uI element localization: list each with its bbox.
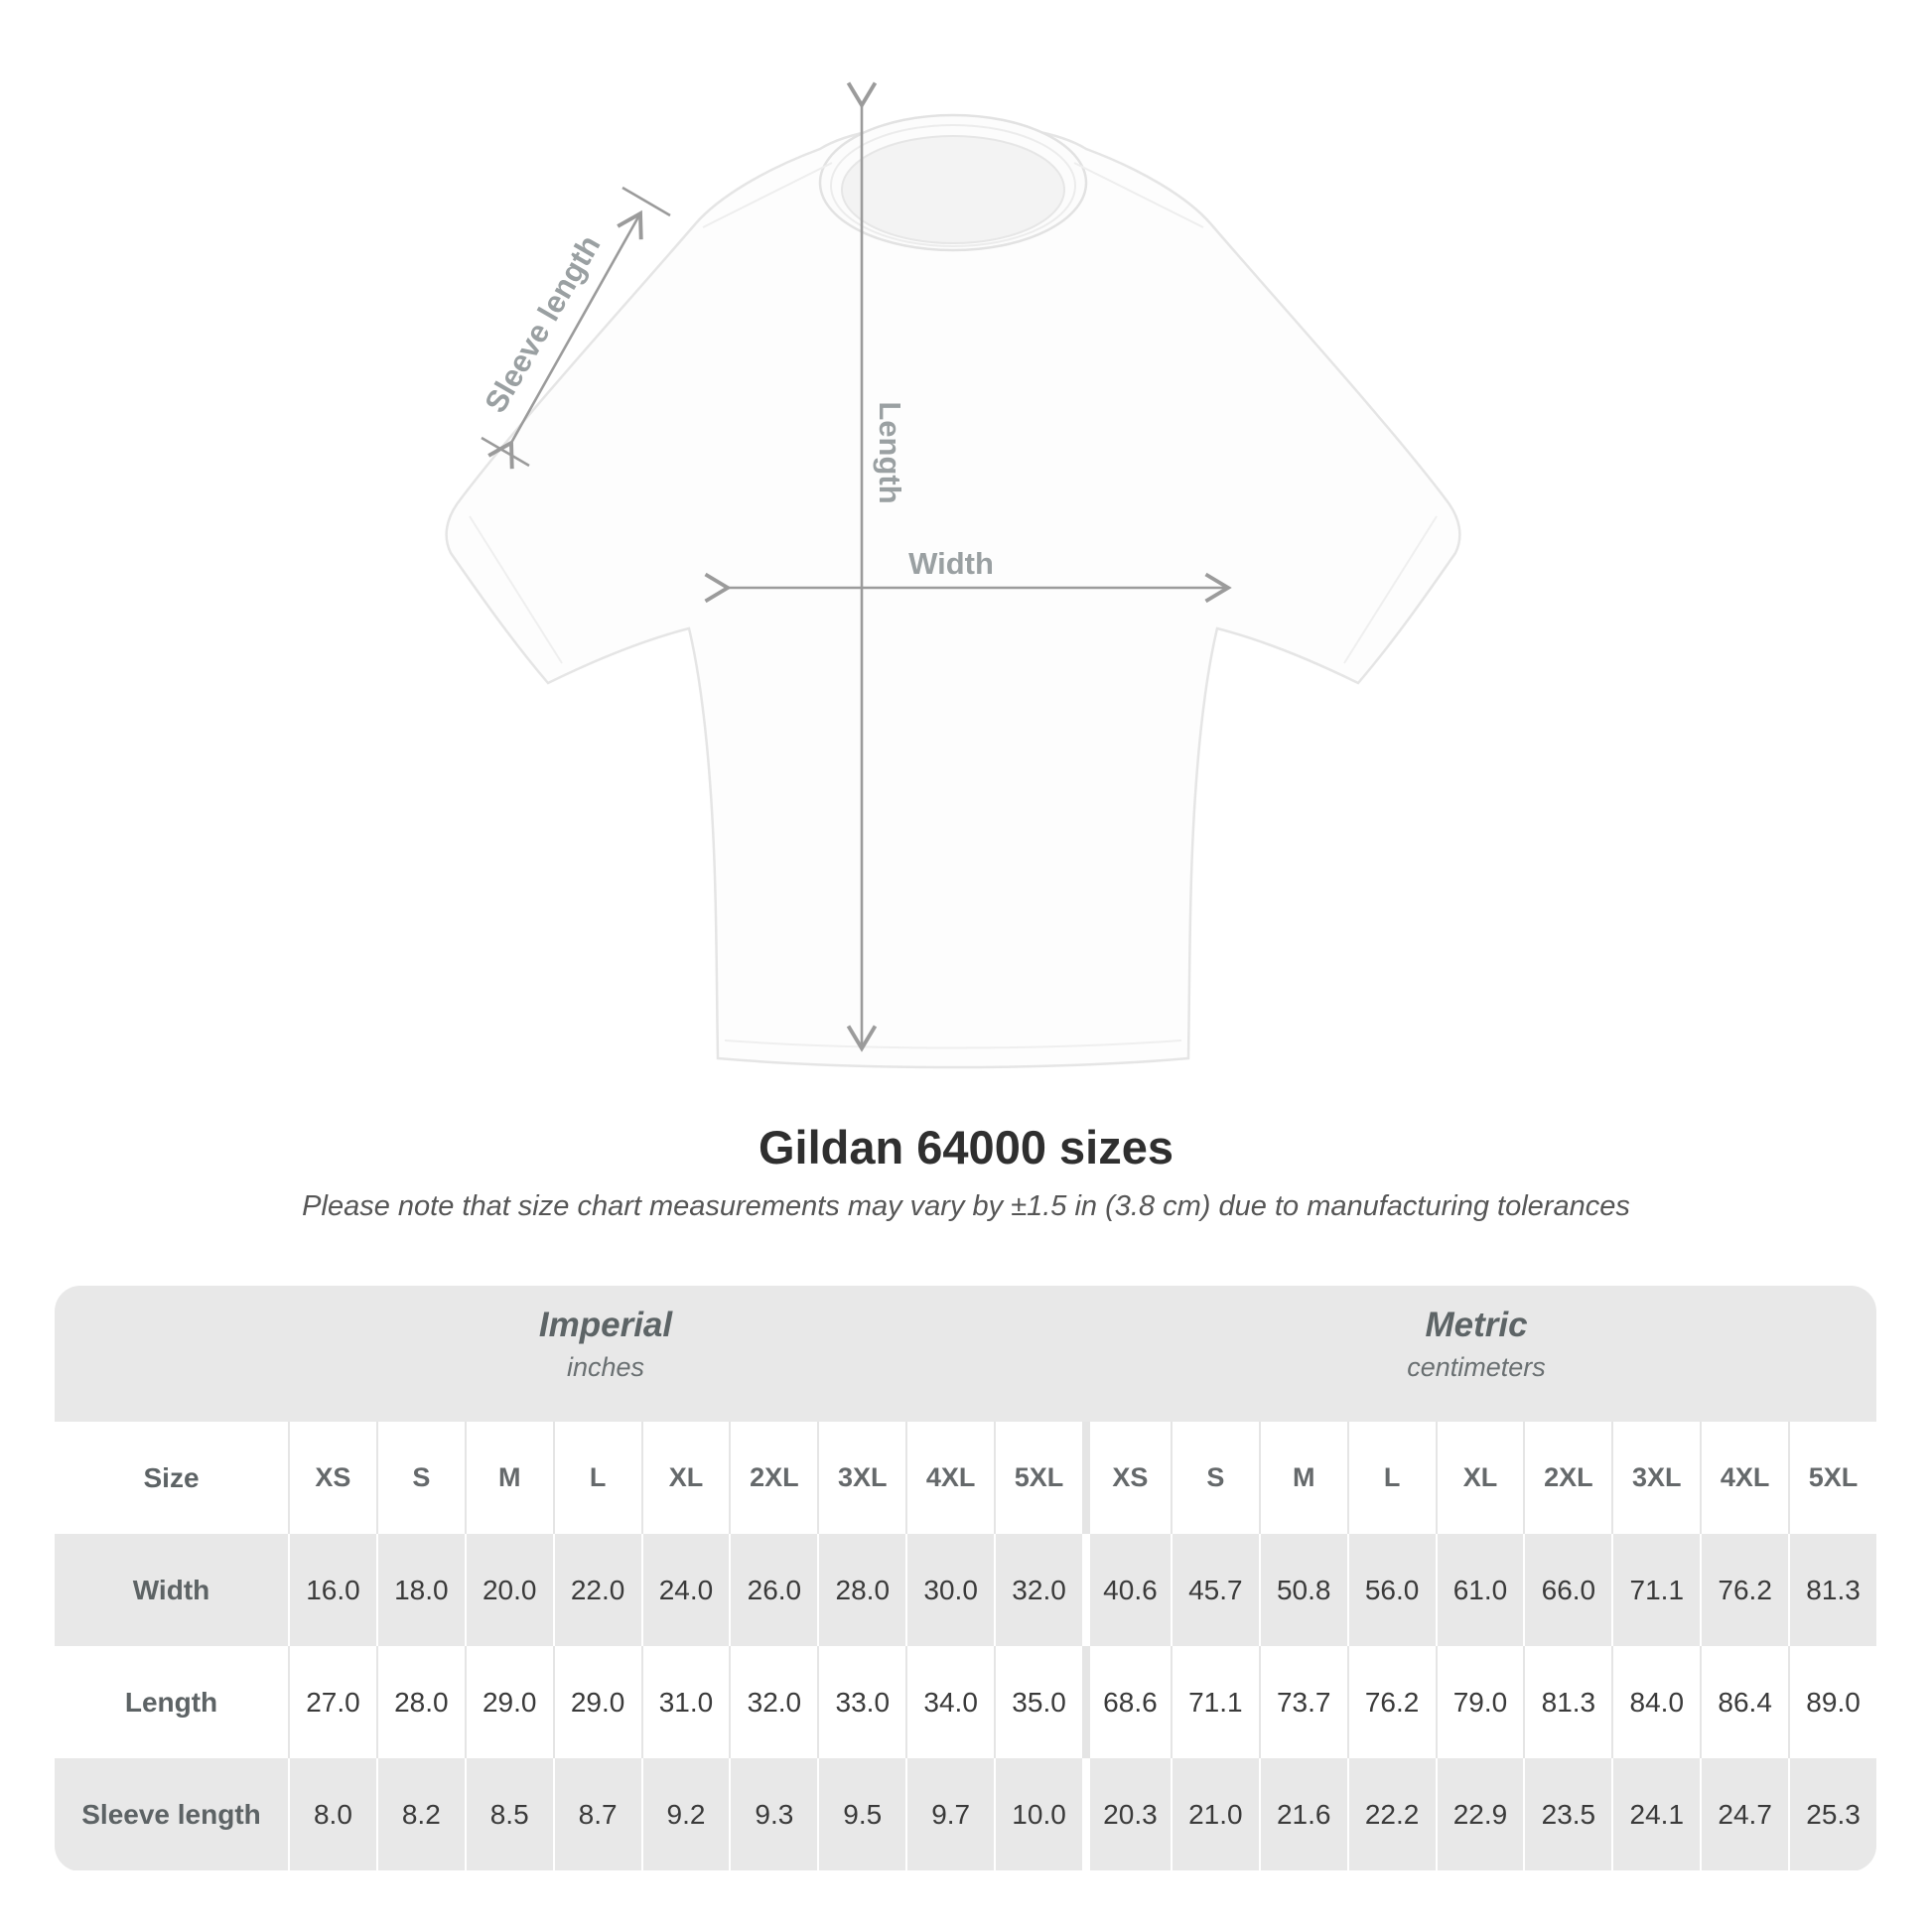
page-title: Gildan 64000 sizes [758,1121,1174,1173]
size-header-row [55,1422,1876,1534]
measurement-cell: 8.2 [376,1758,465,1870]
size-col-header: 2XL [729,1422,817,1534]
measurement-cell: 20.0 [465,1534,553,1646]
size-col-header: S [1171,1422,1259,1534]
measurement-cell: 22.2 [1347,1758,1436,1870]
measurement-cell: 21.6 [1259,1758,1347,1870]
measurement-cell: 31.0 [641,1646,730,1758]
measurement-cell: 89.0 [1788,1646,1876,1758]
measurement-cell: 9.7 [905,1758,994,1870]
unit-header-imperial [539,1306,672,1383]
size-col-header: 5XL [1788,1422,1876,1534]
row-label-cell: Width [132,1574,210,1605]
measurement-cell: 32.0 [729,1646,817,1758]
measurement-cell: 81.3 [1788,1534,1876,1646]
size-header-cell: Size [143,1461,200,1493]
size-col-header: M [1259,1422,1347,1534]
unit-header-metric [1407,1306,1546,1383]
measurement-cell: 29.0 [553,1646,641,1758]
measurement-cell: 73.7 [1259,1646,1347,1758]
measurement-cell: 27.0 [288,1646,376,1758]
measurement-cell: 9.5 [817,1758,905,1870]
size-col-header: 5XL [994,1422,1082,1534]
measurement-cell: 8.7 [553,1758,641,1870]
size-col-header: XL [1436,1422,1524,1534]
collar-opening [842,136,1064,243]
measurement-cell: 61.0 [1436,1534,1524,1646]
measurement-cell: 21.0 [1171,1758,1259,1870]
measurement-cell: 16.0 [288,1534,376,1646]
page-subtitle: Please note that size chart measurements may vary by ±1.5 in (3.8 cm) due to manufacturing tolerances [302,1190,1630,1222]
measurement-cell: 10.0 [994,1758,1082,1870]
size-col-header: L [1347,1422,1436,1534]
size-col-header: 3XL [817,1422,905,1534]
metric-sublabel: centimeters [1407,1352,1546,1382]
measurement-cell: 76.2 [1347,1646,1436,1758]
measurement-cell: 32.0 [994,1534,1082,1646]
measurement-cell: 20.3 [1082,1758,1171,1870]
measurement-cell: 24.1 [1611,1758,1700,1870]
measurement-cell: 45.7 [1171,1534,1259,1646]
measurement-cell: 30.0 [905,1534,994,1646]
imperial-sublabel: inches [566,1352,645,1382]
measurement-cell: 35.0 [994,1646,1082,1758]
measurement-cell: 76.2 [1700,1534,1788,1646]
width-annotation-label: Width [908,546,994,581]
sleeve-arrow-tick-top [622,188,670,215]
metric-label: Metric [1425,1306,1528,1344]
size-col-header: S [376,1422,465,1534]
measurement-cell: 56.0 [1347,1534,1436,1646]
measurement-cell: 28.0 [817,1534,905,1646]
measurement-cell: 33.0 [817,1646,905,1758]
measurement-cell: 66.0 [1523,1534,1611,1646]
size-col-header: XL [641,1422,730,1534]
title-block [0,1120,1932,1223]
measurement-cell: 8.0 [288,1758,376,1870]
measurement-cell: 29.0 [465,1646,553,1758]
row-label-cell: Length [124,1686,218,1718]
measurement-row [55,1534,1876,1646]
size-col-header: XS [1082,1422,1171,1534]
size-col-header: 2XL [1523,1422,1611,1534]
measurement-cell: 18.0 [376,1534,465,1646]
measurement-row [55,1646,1876,1758]
measurement-cell: 28.0 [376,1646,465,1758]
size-table-rows [55,1422,1876,1870]
imperial-label: Imperial [538,1306,673,1344]
measurement-row [55,1758,1876,1870]
measurement-cell: 79.0 [1436,1646,1524,1758]
measurement-cell: 40.6 [1082,1534,1171,1646]
measurement-cell: 9.3 [729,1758,817,1870]
size-col-header: 3XL [1611,1422,1700,1534]
unit-header-band [55,1286,1876,1422]
size-col-header: 4XL [905,1422,994,1534]
size-col-header: M [465,1422,553,1534]
measurement-cell: 26.0 [729,1534,817,1646]
measurement-cell: 71.1 [1611,1534,1700,1646]
measurement-cell: 81.3 [1523,1646,1611,1758]
measurement-cell: 22.9 [1436,1758,1524,1870]
measurement-cell: 71.1 [1171,1646,1259,1758]
measurement-cell: 50.8 [1259,1534,1347,1646]
measurement-cell: 24.7 [1700,1758,1788,1870]
size-col-header: L [553,1422,641,1534]
measurement-cell: 22.0 [553,1534,641,1646]
measurement-cell: 8.5 [465,1758,553,1870]
size-col-header: 4XL [1700,1422,1788,1534]
length-annotation-label: Length [873,401,907,504]
measurement-cell: 9.2 [641,1758,730,1870]
measurement-cell: 68.6 [1082,1646,1171,1758]
measurement-cell: 25.3 [1788,1758,1876,1870]
measurement-cell: 23.5 [1523,1758,1611,1870]
size-col-header: XS [288,1422,376,1534]
measurement-cell: 84.0 [1611,1646,1700,1758]
measurement-cell: 86.4 [1700,1646,1788,1758]
sleeve-length-annotation-label: Sleeve length [478,228,608,419]
measurement-cell: 34.0 [905,1646,994,1758]
size-table [55,1286,1876,1871]
measurement-cell: 24.0 [641,1534,730,1646]
row-label-cell: Sleeve length [81,1798,261,1830]
